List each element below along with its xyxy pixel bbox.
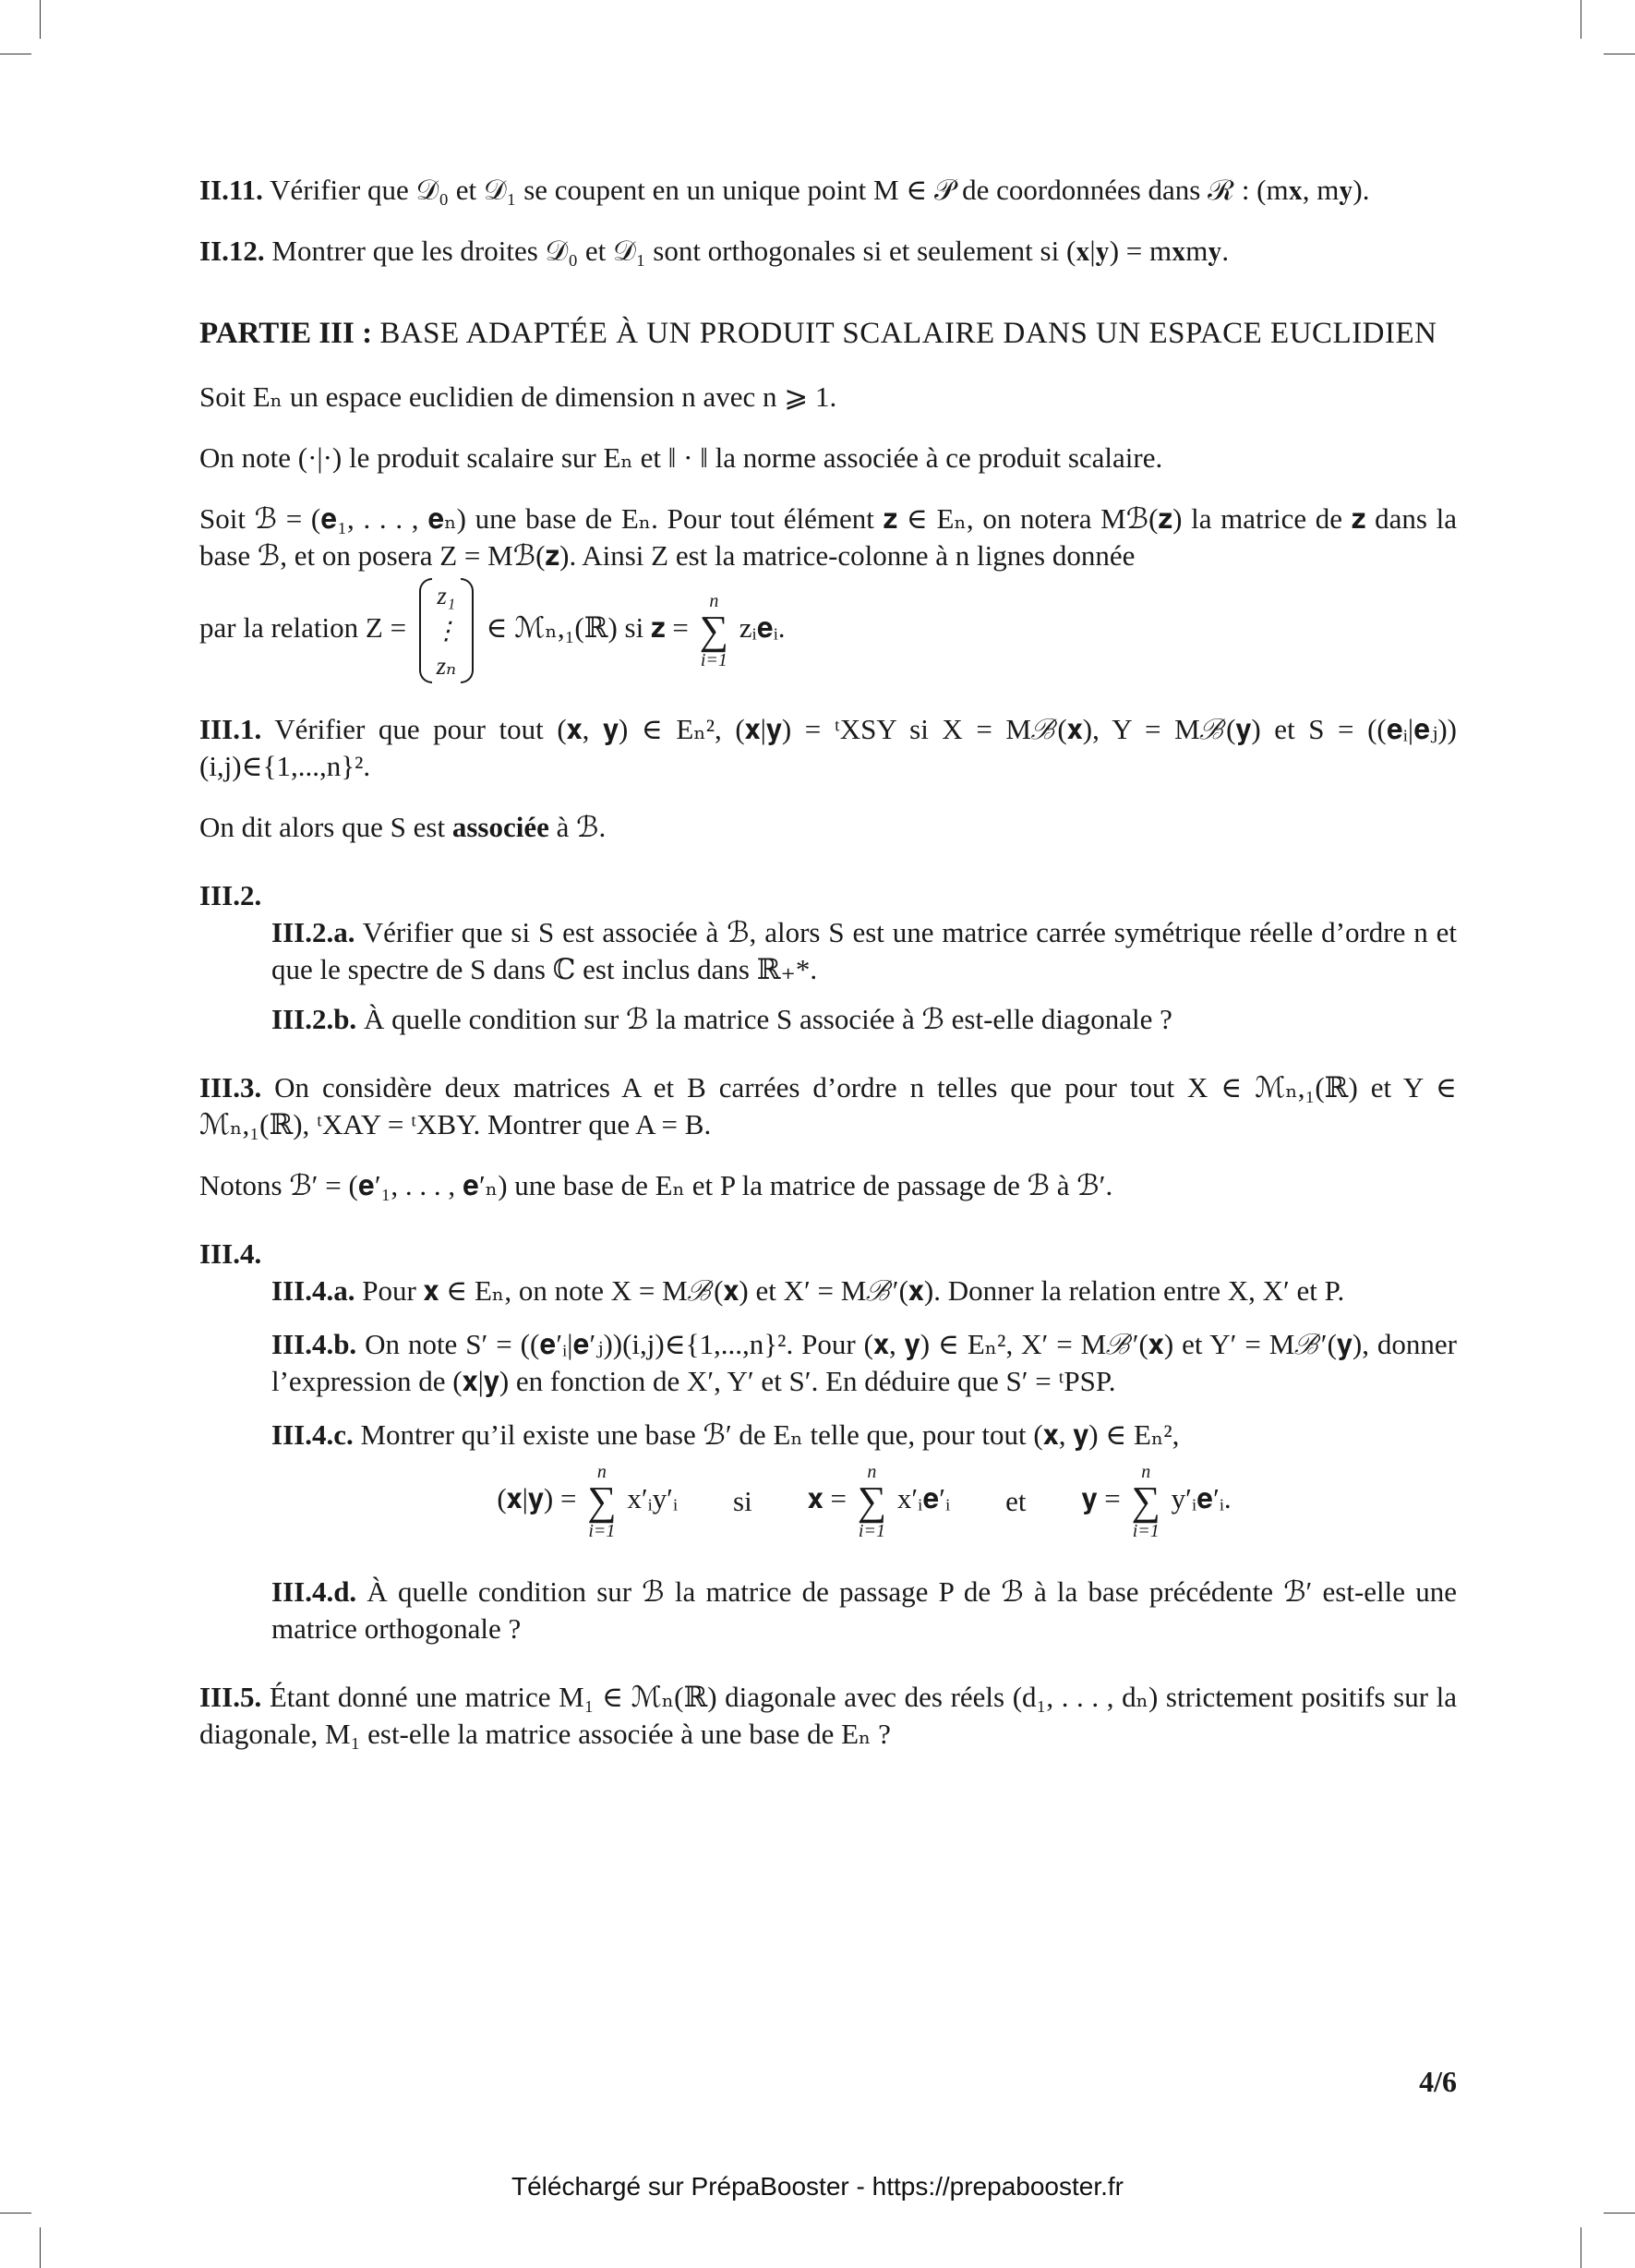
sum-upper-limit: n (596, 1462, 607, 1482)
subquestion-label: III.4.d. (271, 1575, 357, 1608)
crop-mark-bottom-left-h (0, 2213, 31, 2214)
question-III-4-label (199, 1236, 1457, 1273)
column-matrix-Z (419, 578, 474, 683)
download-note: Téléchargé sur PrépaBooster - https://prepabooster.fr (511, 2172, 1124, 2201)
relation-text-start: par la relation Z = (199, 611, 407, 645)
section-label: PARTIE III : (199, 317, 373, 350)
subquestion-text: Vérifier que si S est associée à ℬ, alors S est une matrice carrée symétrique réelle d’ordre n et que le spectre de S dans ℂ est inclus dans ℝ₊*. (271, 916, 1457, 985)
intro-paragraph-3: Soit ℬ = (𝐞₁, . . . , 𝐞ₙ) une base de Eₙ. Pour tout élément 𝐳 ∈ Eₙ, on notera Mℬ(𝐳) la matrice de 𝐳 dans la base ℬ, et on posera Z = Mℬ(𝐳). Ainsi Z est la matrice-colonne à n lignes donnée (199, 502, 1457, 572)
sum-lower-limit: i=1 (858, 1521, 885, 1541)
matrix-entry-top: z₁ (437, 582, 456, 609)
equation-x-decomposition (808, 1463, 950, 1540)
question-III-4-d (199, 1574, 1457, 1647)
subquestion-text: Montrer qu’il existe une base ℬ′ de Eₙ telle que, pour tout (𝐱, 𝐲) ∈ Eₙ², (360, 1418, 1180, 1451)
question-II-11 (199, 172, 1457, 209)
subquestion-text: À quelle condition sur ℬ la matrice de passage P de ℬ à la base précédente ℬ′ est-elle une matrice orthogonale ? (271, 1575, 1458, 1645)
question-label: III.4. (199, 1237, 262, 1270)
subquestion-label: III.2.b. (271, 1003, 357, 1035)
sum-lower-limit: i=1 (588, 1521, 616, 1541)
question-text: Étant donné une matrice M₁ ∈ ℳₙ(ℝ) diagonale avec des réels (d₁, . . . , dₙ) strictement positifs sur la diagonale, M₁ est-elle la matrice associée à une base de Eₙ ? (199, 1681, 1458, 1750)
crop-mark-bottom-right-h (1604, 2213, 1635, 2214)
sum-operator (700, 592, 728, 670)
equation-rhs: y′ᵢ𝐞′ᵢ. (1171, 1482, 1232, 1515)
question-III-4-a (199, 1273, 1457, 1309)
question-III-4-c (199, 1417, 1457, 1454)
sum-operator (587, 1463, 616, 1540)
equation-rhs: x′ᵢ𝐞′ᵢ (896, 1482, 951, 1515)
matrix-entry-dots: ⋮ (433, 617, 459, 645)
question-III-2-label (199, 877, 1457, 914)
sum-operator (858, 1463, 886, 1540)
association-text-after: à ℬ. (556, 811, 607, 843)
notons-paragraph: Notons ℬ′ = (𝐞′₁, . . . , 𝐞′ₙ) une base de Eₙ et P la matrice de passage de ℬ à ℬ′. (199, 1169, 1113, 1201)
question-label: III.3. (199, 1071, 262, 1104)
relation-text-mid: ∈ ℳₙ,₁(ℝ) si 𝐳 = (486, 611, 689, 645)
question-text: Vérifier que 𝒟₀ et 𝒟₁ se coupent en un unique point M ∈ 𝒫 de coordonnées dans ℛ : (m𝐱, m𝐲). (270, 174, 1370, 206)
question-III-5 (199, 1679, 1457, 1753)
intro-paragraph-1: Soit Eₙ un espace euclidien de dimension n avec n ⩾ 1. (199, 380, 837, 413)
question-III-2-b (199, 1001, 1457, 1038)
question-III-4-b (199, 1326, 1457, 1400)
page-content (199, 172, 1457, 1777)
relation-text-end: zᵢ𝐞ᵢ. (739, 611, 786, 645)
question-label: III.1. (199, 713, 262, 745)
question-label: II.12. (199, 235, 265, 267)
equation-rhs: x′ᵢy′ᵢ (627, 1482, 679, 1515)
question-text: On considère deux matrices A et B carrées d’ordre n telles que pour tout X ∈ ℳₙ,₁(ℝ) et Y ∈ ℳₙ,₁(ℝ), ᵗXAY = ᵗXBY. Montrer que A = B. (199, 1071, 1458, 1140)
sum-lower-limit: i=1 (1132, 1521, 1160, 1541)
intro-relation-line (199, 578, 1457, 683)
question-text: Vérifier que pour tout (𝐱, 𝐲) ∈ Eₙ², (𝐱|𝐲) = ᵗXSY si X = Mℬ(𝐱), Y = Mℬ(𝐲) et S = ((𝐞ᵢ|𝐞ⱼ))(i,j)∈{1,...,n}². (199, 713, 1457, 782)
equation-connector-si: si (733, 1485, 752, 1517)
page-number: 4/6 (1419, 2065, 1457, 2098)
sum-sign: ∑ (1131, 1478, 1160, 1524)
question-III-3 (199, 1069, 1457, 1143)
question-label: II.11. (199, 174, 263, 206)
subquestion-text: Pour 𝐱 ∈ Eₙ, on note X = Mℬ(𝐱) et X′ = Mℬ′(𝐱). Donner la relation entre X, X′ et P. (362, 1274, 1345, 1307)
section-title: BASE ADAPTÉE À UN PRODUIT SCALAIRE DANS UN ESPACE EUCLIDIEN (379, 317, 1437, 350)
equation-y-decomposition (1082, 1463, 1232, 1540)
sum-operator (1132, 1463, 1160, 1540)
section-heading-part-III (199, 314, 1457, 353)
association-keyword: associée (451, 811, 549, 843)
crop-mark-top-left-v (40, 0, 41, 39)
display-equation-III-4-c (199, 1463, 1457, 1540)
equation-lhs: 𝐲 = (1081, 1482, 1121, 1515)
subquestion-text: On note S′ = ((𝐞′ᵢ|𝐞′ⱼ))(i,j)∈{1,...,n}². Pour (𝐱, 𝐲) ∈ Eₙ², X′ = Mℬ′(𝐱) et Y′ = Mℬ′(𝐲), donner l’expression de (𝐱|𝐲) en fonction de X′, Y′ et S′. En déduire que S′ = ᵗPSP. (271, 1328, 1458, 1397)
subquestion-label: III.4.b. (271, 1328, 357, 1360)
equation-connector-et: et (1005, 1485, 1027, 1517)
equation-lhs: (𝐱|𝐲) = (497, 1482, 577, 1515)
sum-upper-limit: n (1141, 1462, 1151, 1482)
equation-lhs: 𝐱 = (807, 1482, 847, 1515)
intro-paragraph-2: On note (·|·) le produit scalaire sur Eₙ et ‖ · ‖ la norme associée à ce produit scalaire. (199, 441, 1163, 474)
question-label: III.5. (199, 1681, 262, 1713)
association-text-before: On dit alors que S est (199, 811, 446, 843)
crop-mark-bottom-left-v (40, 2227, 41, 2268)
matrix-entry-bottom: zₙ (436, 652, 457, 680)
subquestion-text: À quelle condition sur ℬ la matrice S associée à ℬ est-elle diagonale ? (363, 1003, 1172, 1035)
question-II-12 (199, 233, 1457, 270)
sum-sign: ∑ (699, 608, 729, 653)
subquestion-label: III.4.a. (271, 1274, 355, 1307)
sum-upper-limit: n (709, 591, 719, 611)
question-text: Montrer que les droites 𝒟₀ et 𝒟₁ sont orthogonales si et seulement si (𝐱|𝐲) = m𝐱m𝐲. (271, 235, 1230, 267)
association-definition (199, 809, 1457, 846)
question-III-1 (199, 711, 1457, 785)
sum-upper-limit: n (867, 1462, 877, 1482)
subquestion-label: III.4.c. (271, 1418, 354, 1451)
sum-sign: ∑ (587, 1478, 617, 1524)
question-label: III.2. (199, 879, 262, 911)
sum-lower-limit: i=1 (700, 650, 727, 670)
subquestion-label: III.2.a. (271, 916, 355, 948)
question-III-2-a (199, 914, 1457, 988)
equation-inner-product (497, 1463, 678, 1540)
sum-sign: ∑ (857, 1478, 887, 1524)
